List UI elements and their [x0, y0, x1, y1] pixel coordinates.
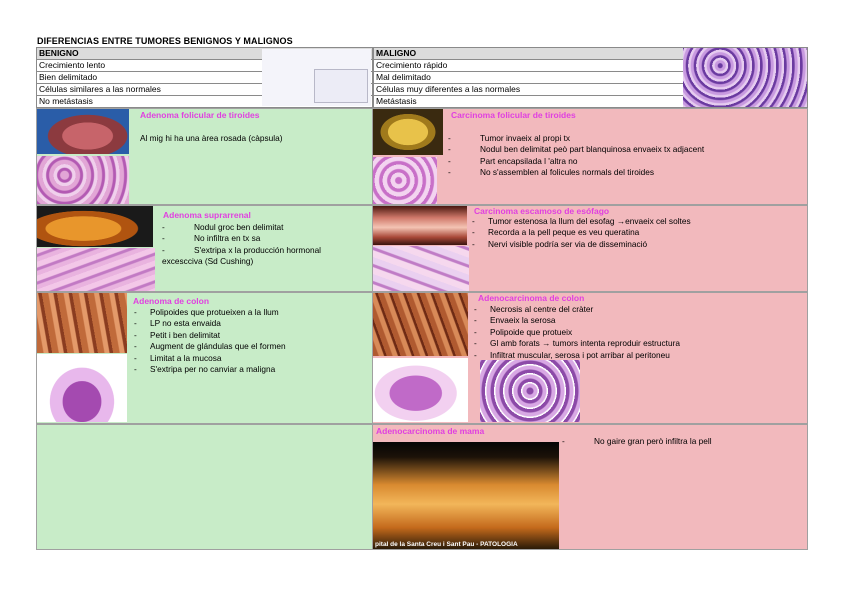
section-title: Adenocarcinoma de colon	[478, 293, 585, 303]
adrenal-adenoma-photo	[37, 206, 153, 247]
section-title: Carcinoma escamoso de esófago	[474, 206, 610, 216]
benign-empty-cell	[36, 424, 373, 550]
list-item: - LP no esta envaida	[132, 318, 286, 329]
thyroid-carcinoma-photo	[373, 109, 443, 155]
list-item: - Part encapsilada l 'altra no	[446, 156, 704, 167]
list-item: - Nervi visible podría ser via de disseminació	[470, 239, 691, 250]
thyroid-adenoma-photo	[37, 109, 129, 154]
benign-row: Células similares a las normales	[37, 84, 373, 96]
adrenal-adenoma-histology	[37, 248, 155, 291]
list-item: - Gl amb forats → tumors intenta reproduir estructura	[472, 338, 680, 349]
list-item: - No s'assemblen al folicules normals del tiroides	[446, 167, 704, 178]
list-item: - S'extripa x la producción hormonal	[160, 245, 321, 256]
list-item: - Tumor invaeix al propi tx	[446, 133, 704, 144]
list-item: - No gaire gran però infiltra la pell	[560, 436, 712, 447]
benign-row: No metástasis	[37, 96, 373, 108]
breast-adenocarcinoma-photo	[373, 442, 559, 549]
malignant-thyroid-list	[446, 133, 704, 179]
section-title: Adenoma suprarrenal	[163, 210, 251, 220]
esophagus-carcinoma-histology	[373, 246, 469, 291]
section-text: Al mig hi ha una àrea rosada (càpsula)	[140, 133, 283, 143]
colon-adenocarcinoma-photo	[373, 293, 468, 356]
malignant-colon-list	[472, 304, 680, 361]
section-title: Adenoma folicular de tiroides	[140, 110, 260, 120]
malignant-row: Células muy diferentes a las normales	[374, 84, 808, 96]
benign-row: Crecimiento lento	[37, 60, 373, 72]
list-item: - Envaeix la serosa	[472, 315, 680, 326]
list-item: - Petit i ben delimitat	[132, 330, 286, 341]
malignant-esophagus-list	[470, 216, 691, 250]
malignant-breast-list	[560, 436, 712, 447]
thyroid-adenoma-histology	[37, 156, 129, 204]
section-title: Adenoma de colon	[133, 296, 210, 306]
malignant-row: Crecimiento rápido	[374, 60, 808, 72]
list-item: - Nodul groc ben delimitat	[160, 222, 321, 233]
list-item: - Limitat a la mucosa	[132, 353, 286, 364]
esophagus-carcinoma-photo	[373, 206, 467, 245]
list-item: - Tumor estenosa la llum del esofag →envaeix cel soltes	[470, 216, 691, 227]
list-item: - S'extripa per no canviar a maligna	[132, 364, 286, 375]
benign-colon-list	[132, 307, 286, 375]
benign-row: Bien delimitado	[37, 72, 373, 84]
malignant-row: Metástasis	[374, 96, 808, 108]
benign-inset-image	[314, 69, 368, 103]
colon-adenocarcinoma-histology	[373, 358, 468, 422]
colon-adenocarcinoma-histology-detail	[480, 360, 580, 422]
section-title: Adenocarcinoma de mama	[376, 426, 485, 436]
malignant-histology-image	[683, 48, 807, 107]
section-title: Carcinoma folicular de tiroides	[451, 110, 576, 120]
benign-heading: BENIGNO	[37, 48, 373, 60]
image-caption: pital de la Santa Creu i Sant Pau - PATOLOGIA	[375, 541, 518, 548]
document-title: DIFERENCIAS ENTRE TUMORES BENIGNOS Y MALIGNOS	[37, 36, 293, 46]
colon-adenoma-photo	[37, 293, 127, 353]
list-item: - Augment de glándulas que el formen	[132, 341, 286, 352]
list-item: - Infiltrat muscular, serosa i pot arribar al peritoneu	[472, 350, 680, 361]
malignant-heading: MALIGNO	[374, 48, 808, 60]
list-item: - Necrosis al centre del cràter	[472, 304, 680, 315]
list-item: - Polipoide que protueix	[472, 327, 680, 338]
colon-adenoma-histology	[37, 354, 127, 422]
list-item: - Recorda a la pell peque es veu queratina	[470, 227, 691, 238]
list-item: - No infiltra en tx sa	[160, 233, 321, 244]
benign-histology-image	[262, 49, 371, 106]
malignant-row: Mal delimitado	[374, 72, 808, 84]
list-item: - Polipoides que protueixen a la llum	[132, 307, 286, 318]
list-item: - Nodul ben delimitat peò part blanquinosa envaeix tx adjacent	[446, 144, 704, 155]
benign-adrenal-list	[160, 222, 321, 256]
thyroid-carcinoma-histology	[373, 157, 437, 204]
section-text: excescciva (Sd Cushing)	[162, 256, 254, 266]
